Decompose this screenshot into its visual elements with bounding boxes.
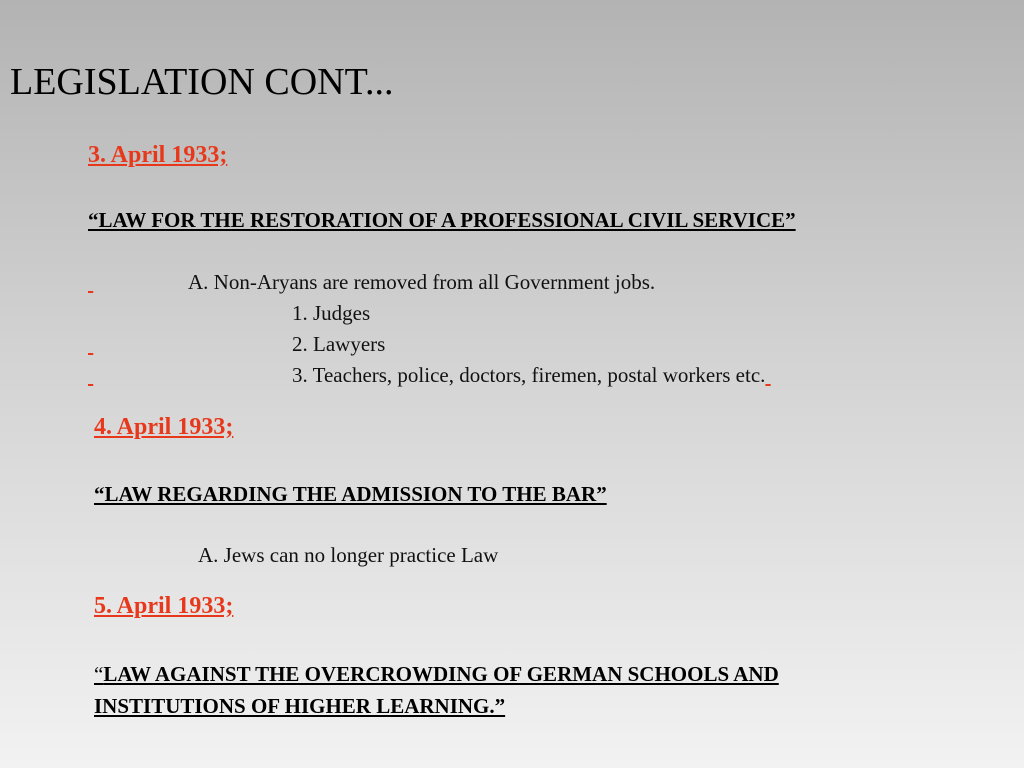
section-date-3: 3. April 1933; <box>88 142 228 168</box>
section-law-4: “LAW REGARDING THE ADMISSION TO THE BAR” <box>94 482 607 506</box>
section-3-sub-2-row <box>88 330 385 358</box>
section-3-sub-3-row <box>88 361 801 389</box>
fill-in-blank <box>88 361 292 389</box>
section-3-sub-1: 1. Judges <box>292 301 371 325</box>
section-3-point-a: A. Non-Aryans are removed from all Government jobs. <box>188 270 656 294</box>
section-3-sub-3: 3. Teachers, police, doctors, firemen, postal workers etc. <box>292 363 766 387</box>
section-law-5-line-1 <box>94 660 779 688</box>
section-3-sub-2: 2. Lawyers <box>292 332 386 356</box>
section-law-5-text-1: LAW AGAINST THE OVERCROWDING OF GERMAN SCHOOLS AND <box>103 662 779 686</box>
fill-in-blank <box>765 361 801 389</box>
open-quote: “ <box>94 662 104 686</box>
section-law-3: “LAW FOR THE RESTORATION OF A PROFESSIONAL CIVIL SERVICE” <box>88 208 796 232</box>
slide-title: LEGISLATION CONT... <box>10 61 394 103</box>
section-3-point-a-row <box>88 268 655 296</box>
section-date-4: 4. April 1933; <box>94 414 234 440</box>
fill-in-blank <box>88 330 292 358</box>
fill-in-blank <box>88 268 188 296</box>
section-date-5: 5. April 1933; <box>94 593 234 619</box>
section-law-5-line-2: INSTITUTIONS OF HIGHER LEARNING.” <box>94 694 506 718</box>
section-4-point-a: A. Jews can no longer practice Law <box>198 543 499 567</box>
